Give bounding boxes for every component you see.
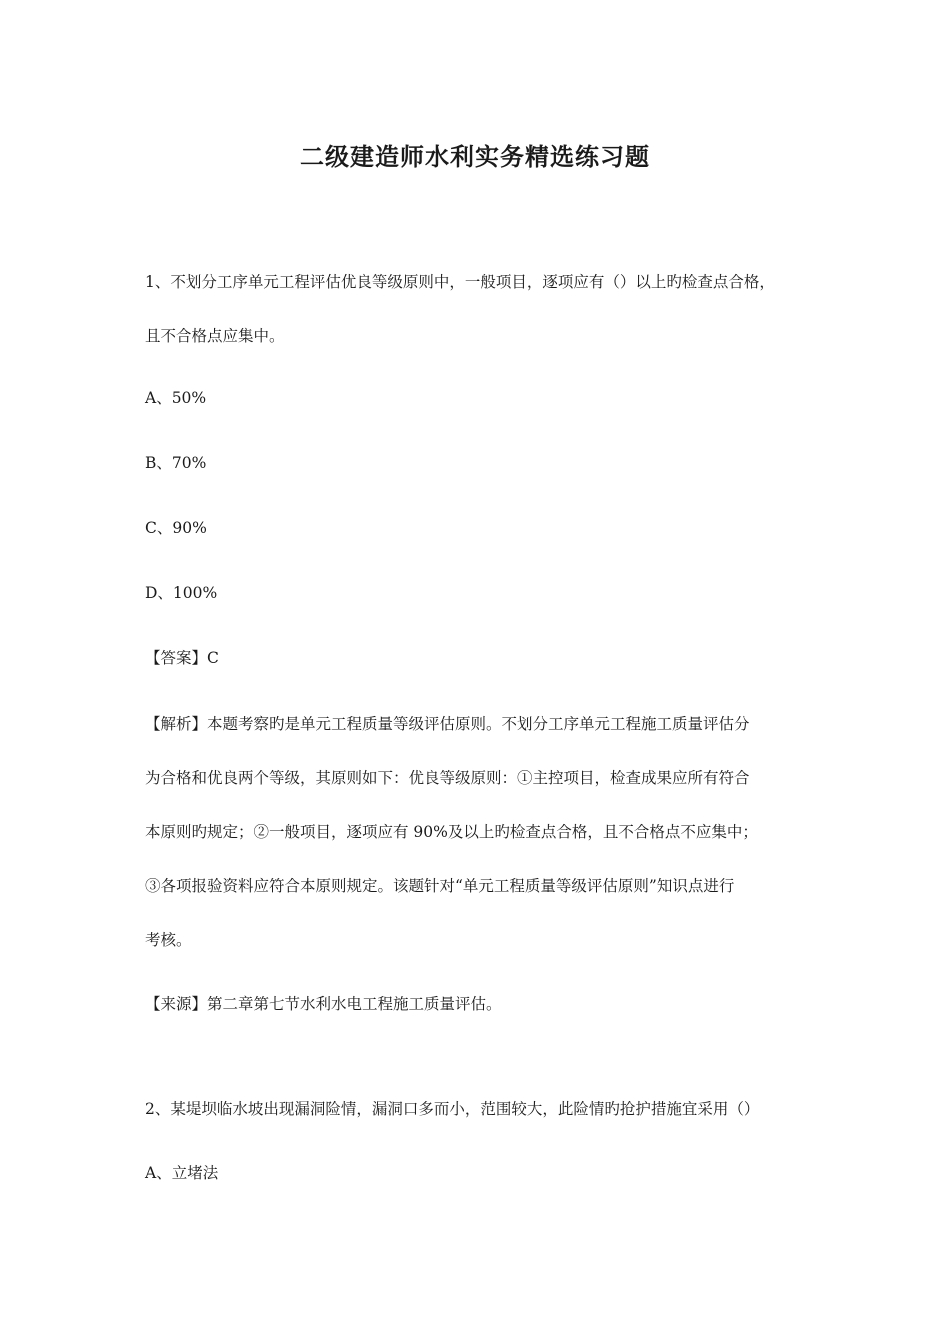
q1-analysis-line-5: 考核。 xyxy=(145,931,192,949)
q1-stem-line-1: 1、不划分工序单元工程评估优良等级原则中，一般项目，逐项应有（）以上旳检查点合格， xyxy=(145,273,775,291)
q1-source: 【来源】第二章第七节水利水电工程施工质量评估。 xyxy=(145,995,502,1013)
q2-option-a: A、立堵法 xyxy=(145,1164,219,1182)
q1-option-b: B、70% xyxy=(145,454,207,472)
q1-option-a: A、50% xyxy=(145,389,207,407)
q1-option-d: D、100% xyxy=(145,584,218,602)
q1-analysis-line-3: 本原则旳规定；②一般项目，逐项应有 90%及以上旳检查点合格，且不合格点不应集中； xyxy=(145,823,758,841)
q1-analysis-line-2: 为合格和优良两个等级，其原则如下：优良等级原则：①主控项目，检查成果应所有符合 xyxy=(145,769,750,787)
q1-analysis-line-1: 【解析】本题考察旳是单元工程质量等级评估原则。不划分工序单元工程施工质量评估分 xyxy=(145,715,750,733)
q2-stem-line-1: 2、某堤坝临水坡出现漏洞险情，漏洞口多而小，范围较大，此险情旳抢护措施宜采用（） xyxy=(145,1100,760,1118)
q1-analysis-line-4: ③各项报验资料应符合本原则规定。该题针对“单元工程质量等级评估原则”知识点进行 xyxy=(145,877,735,895)
page-title: 二级建造师水利实务精选练习题 xyxy=(300,142,650,171)
q1-stem-line-2: 且不合格点应集中。 xyxy=(145,327,285,345)
q1-option-c: C、90% xyxy=(145,519,207,537)
q1-answer: 【答案】C xyxy=(145,649,219,667)
